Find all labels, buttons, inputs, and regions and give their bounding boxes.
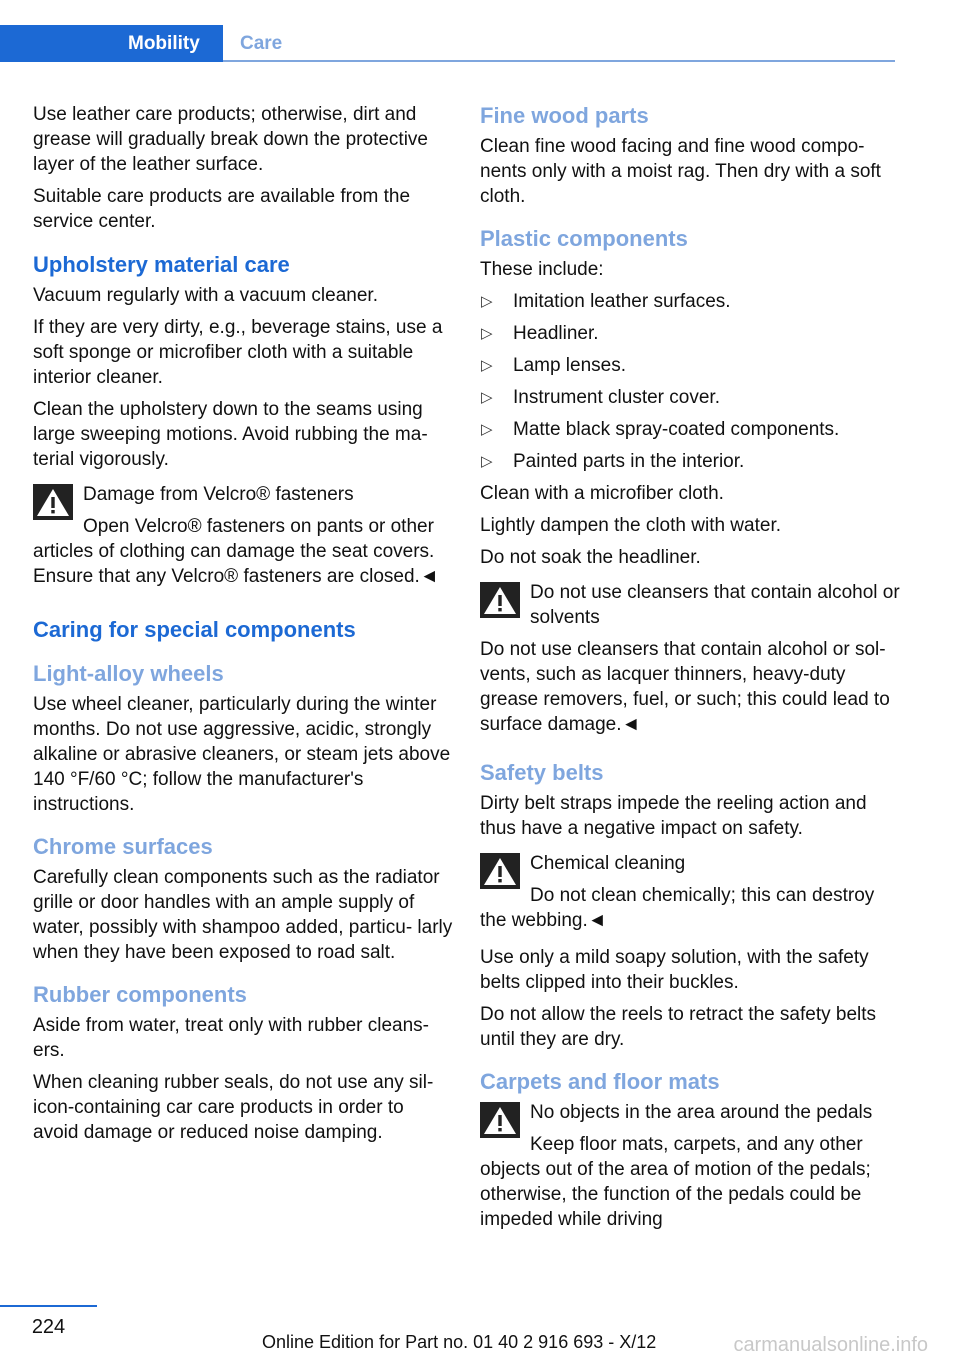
cleanser-warning <box>480 580 900 737</box>
bullet-arrow-icon: ▷ <box>481 453 493 470</box>
warning-triangle-icon <box>480 1102 520 1138</box>
header-tabs <box>0 25 282 62</box>
belts-p1: Dirty belt straps impede the reeling action and thus have a negative impact on safety. <box>480 793 867 839</box>
velcro-warning-body: Open Velcro® fasteners on pants or other articles of clothing can damage the seat covers. Ensure that any Velcro® fasteners are closed.◄ <box>33 516 439 587</box>
right-column <box>480 102 900 1239</box>
rubber-p1: Aside from water, treat only with rubber cleans- ers. <box>33 1015 430 1061</box>
edition-text: Online Edition for Part no. 01 40 2 916 693 - X/12 <box>262 1332 657 1352</box>
chemical-warning <box>480 851 900 933</box>
page-number: 224 <box>31 1316 66 1338</box>
tab-care[interactable]: Care <box>240 33 283 54</box>
cleanser-warning-title: Do not use cleansers that contain alcohol or solvents <box>530 582 900 628</box>
watermark: carmanualsonline.info <box>733 1334 928 1356</box>
velcro-warning <box>33 482 453 589</box>
upholstery-p1: Vacuum regularly with a vacuum cleaner. <box>33 285 378 306</box>
pedals-warning-body: Keep floor mats, carpets, and any other objects out of the area of motion of the pedals; otherwise, the function of the pedals could be impeded while driving <box>480 1134 871 1230</box>
list-item: ▷ Lamp lenses. <box>481 355 627 376</box>
wood-p1: Clean fine wood facing and fine wood compo- nents only with a moist rag. Then dry with a soft cloth. <box>480 136 881 207</box>
list-item: ▷ Imitation leather surfaces. <box>481 291 731 312</box>
belts-p2: Use only a mild soapy solution, with the safety belts clipped into their buckles. <box>480 947 869 993</box>
warning-triangle-icon <box>33 484 73 520</box>
list-item: ▷ Headliner. <box>481 323 599 344</box>
bullet-arrow-icon: ▷ <box>481 357 493 374</box>
plastic-heading: Plastic components <box>480 226 688 251</box>
pedals-warning <box>480 1100 900 1232</box>
bullet-arrow-icon: ▷ <box>481 421 493 438</box>
warning-triangle-icon <box>480 582 520 618</box>
wheels-heading: Light-alloy wheels <box>33 661 224 686</box>
chrome-p1: Carefully clean components such as the radiator grille or door handles with an ample supply of water, possibly with shampoo added, particu- larly when they have been exposed to road salt. <box>33 867 453 963</box>
pedals-warning-title: No objects in the area around the pedals <box>530 1102 873 1123</box>
chrome-heading: Chrome surfaces <box>33 834 213 859</box>
bullet-arrow-icon: ▷ <box>481 389 493 406</box>
care-products-paragraph: Suitable care products are available from the service center. <box>33 186 411 232</box>
rubber-p2: When cleaning rubber seals, do not use any sil- icon-containing car care products in order to avoid damage or reduced noise damping. <box>33 1072 434 1143</box>
leather-paragraph: Use leather care products; otherwise, dirt and grease will gradually break down the protective layer of the leather surface. <box>33 104 428 175</box>
chemical-warning-body: Do not clean chemically; this can destroy the webbing.◄ <box>480 885 875 931</box>
list-item: ▷ Instrument cluster cover. <box>481 387 720 408</box>
chemical-warning-title: Chemical cleaning <box>530 853 686 874</box>
list-item: ▷ Matte black spray-coated components. <box>481 419 840 440</box>
rubber-heading: Rubber components <box>33 982 247 1007</box>
carpets-heading: Carpets and floor mats <box>480 1069 720 1094</box>
upholstery-p2: If they are very dirty, e.g., beverage stains, use a soft sponge or microfiber cloth with a suitable interior cleaner. <box>33 317 443 388</box>
cleanser-warning-body: Do not use cleansers that contain alcohol or sol- vents, such as lacquer thinners, heavy-duty grease removers, fuel, or such; this could lead to surface damage.◄ <box>480 639 890 735</box>
plastic-intro: These include: <box>480 259 604 280</box>
belts-heading: Safety belts <box>480 760 604 785</box>
bullet-arrow-icon: ▷ <box>481 325 493 342</box>
plastic-p2: Lightly dampen the cloth with water. <box>480 515 782 536</box>
footer-rule <box>0 1305 97 1307</box>
upholstery-heading: Upholstery material care <box>33 252 290 277</box>
left-column <box>33 102 453 1152</box>
header-rule <box>223 60 895 62</box>
velcro-warning-title: Damage from Velcro® fasteners <box>83 484 354 505</box>
plastic-p1: Clean with a microfiber cloth. <box>480 483 724 504</box>
bullet-arrow-icon: ▷ <box>481 293 493 310</box>
tab-mobility[interactable]: Mobility <box>0 25 223 62</box>
wood-heading: Fine wood parts <box>480 103 649 128</box>
list-item: ▷ Painted parts in the interior. <box>481 451 745 472</box>
upholstery-p3: Clean the upholstery down to the seams using large sweeping motions. Avoid rubbing the ma- terial vigorously. <box>33 399 428 470</box>
special-components-heading: Caring for special components <box>33 617 356 642</box>
plastic-list <box>480 289 900 474</box>
belts-p3: Do not allow the reels to retract the safety belts until they are dry. <box>480 1004 877 1050</box>
wheels-p1: Use wheel cleaner, particularly during the winter months. Do not use aggressive, acidic, strongly alkaline or abrasive cleaners, or steam jets above 140 °F/60 °C; follow the manufacturer's instructions. <box>33 694 451 815</box>
plastic-p3: Do not soak the headliner. <box>480 547 701 568</box>
warning-triangle-icon <box>480 853 520 889</box>
